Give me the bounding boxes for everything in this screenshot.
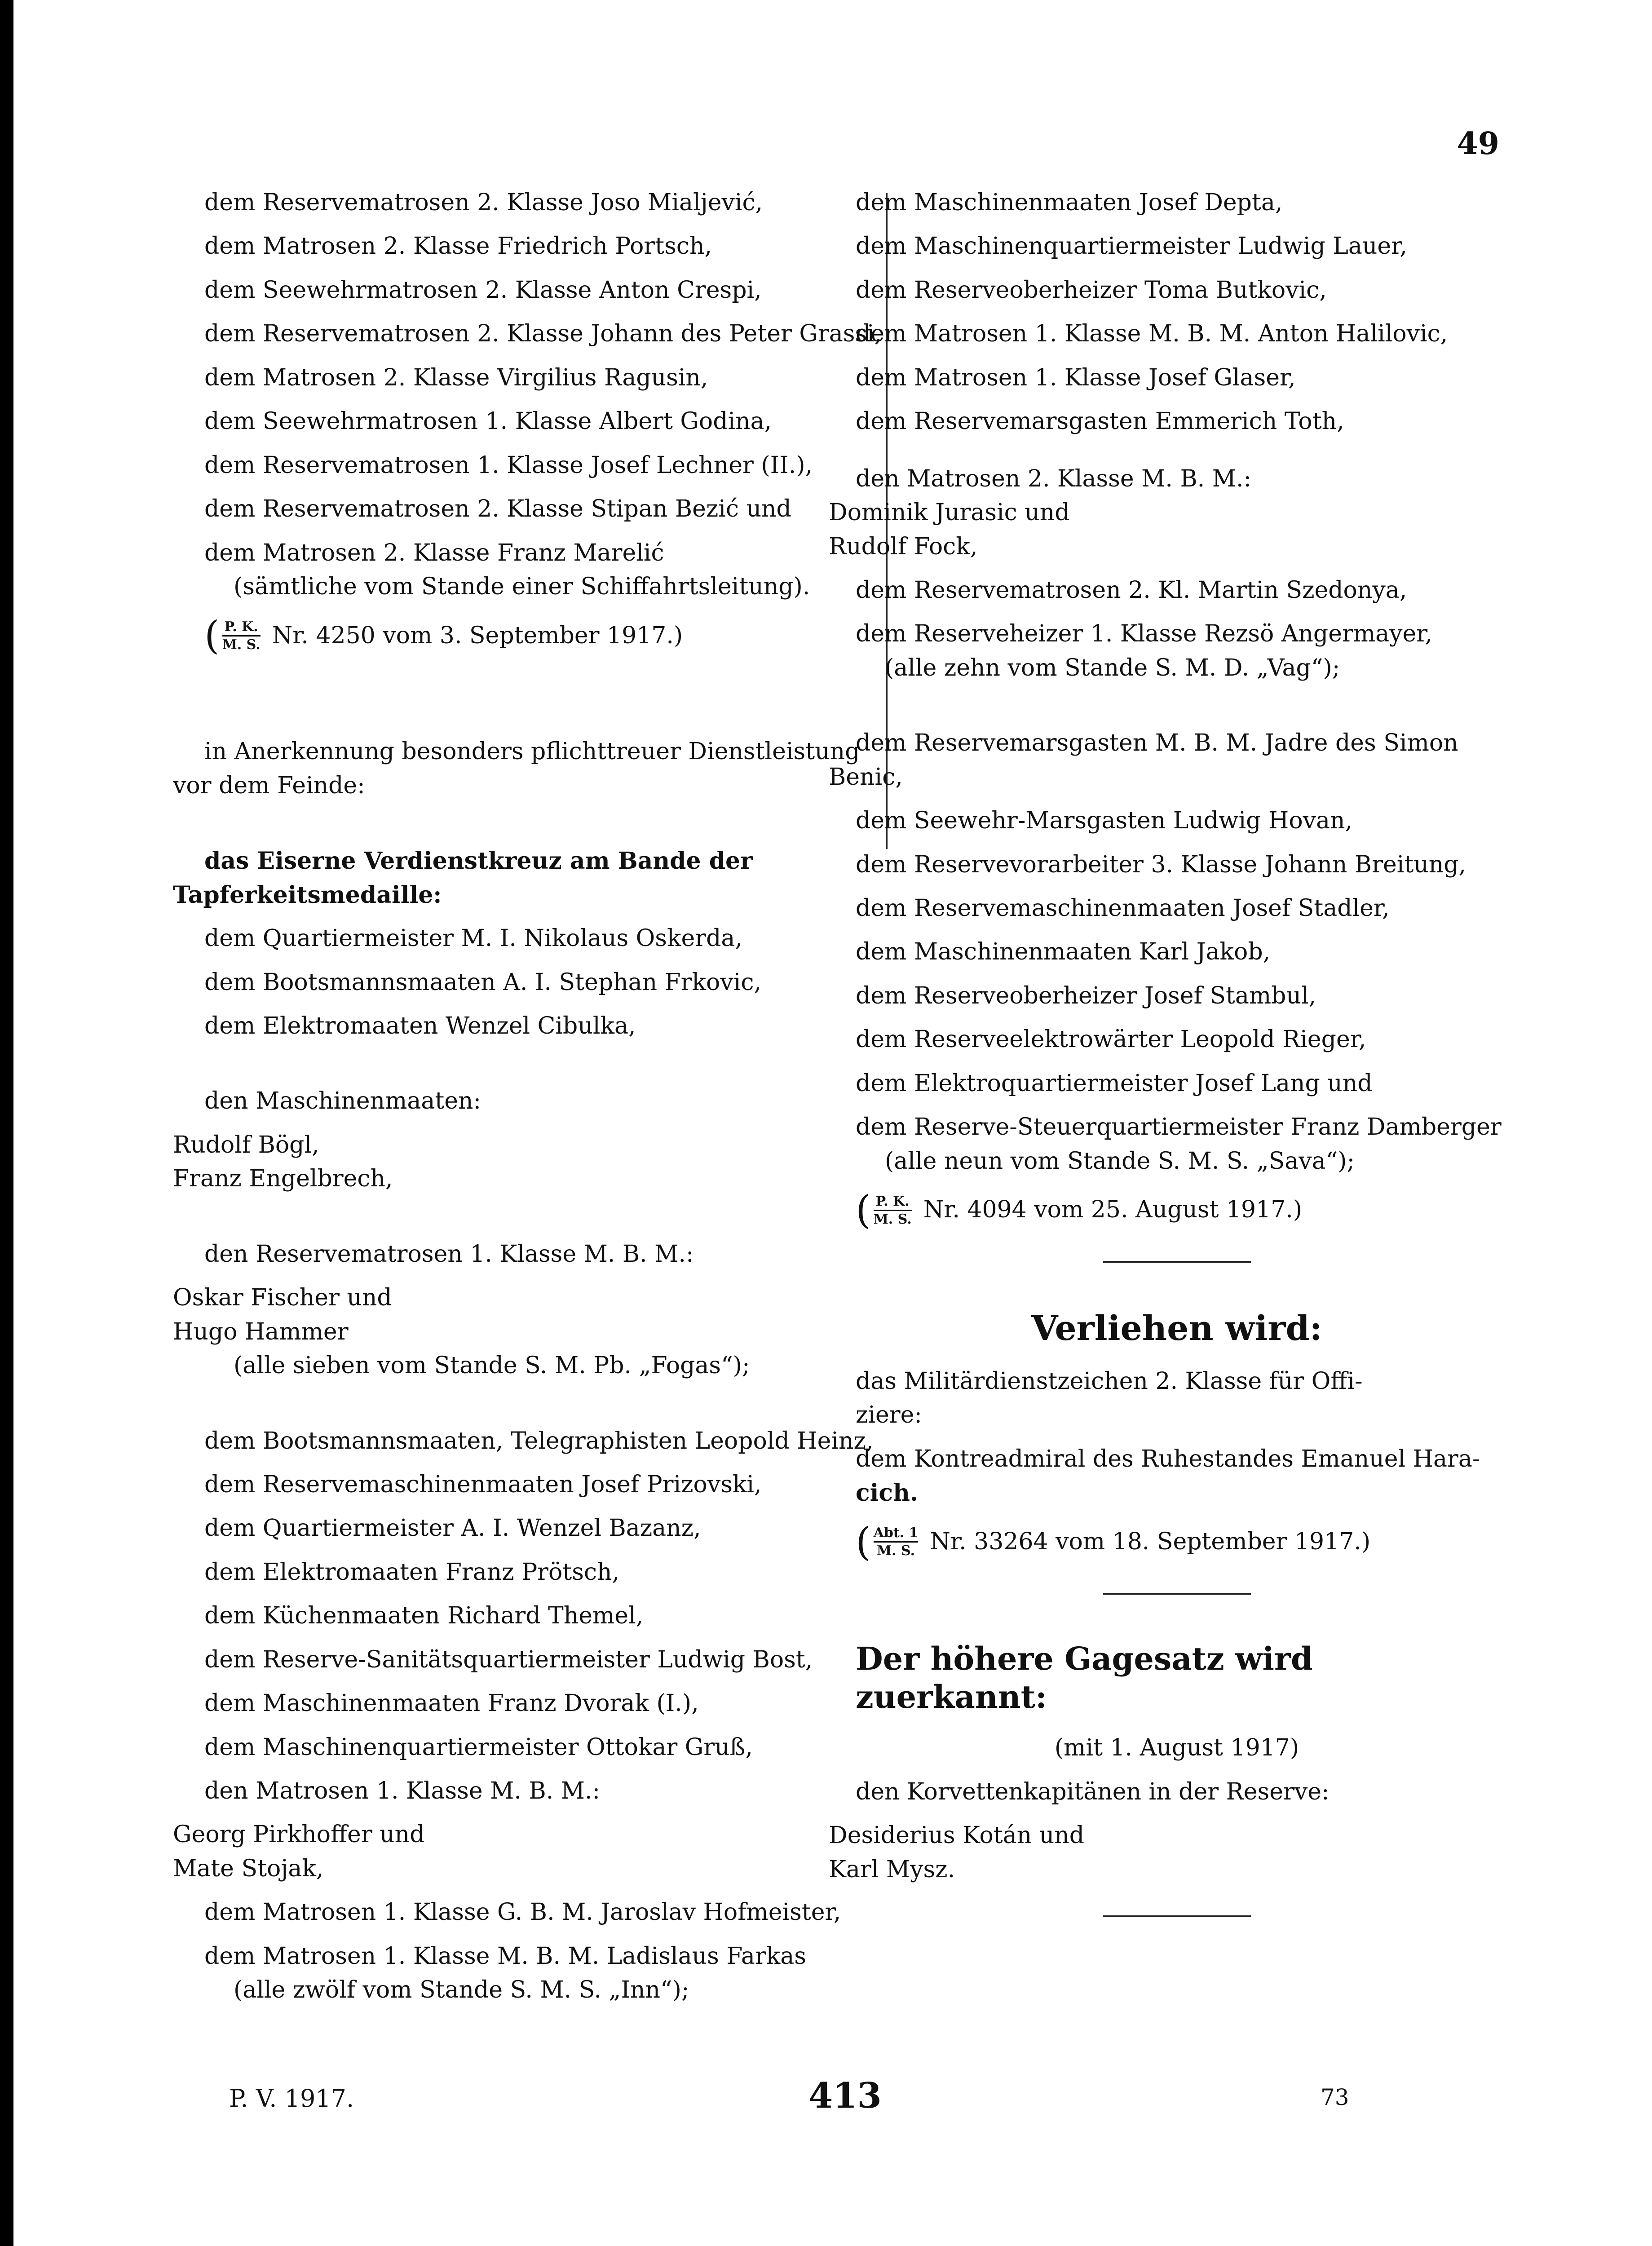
list-item: dem Reserveoberheizer Josef Stambul,	[856, 982, 1316, 1009]
name-item: Rudolf Bögl,	[173, 1131, 319, 1158]
list-item: dem Reservematrosen 2. Klasse Joso Mialjević,	[204, 189, 763, 216]
list-item: dem Matrosen 1. Klasse M. B. M. Anton Halilovic,	[856, 320, 1448, 348]
list-item: dem Reserveoberheizer Toma Butkovic,	[856, 276, 1327, 304]
list-item: dem Reservevorarbeiter 3. Klasse Johann Breitung,	[856, 851, 1466, 878]
list-item: dem Reservematrosen 2. Klasse Johann des Peter Grassi,	[204, 320, 882, 348]
section-heading: Der höhere Gagesatz wird zuerkannt:	[856, 1640, 1313, 1715]
group-intro: den Matrosen 1. Klasse M. B. M.:	[204, 1777, 601, 1804]
footer-left: P. V. 1917.	[229, 2084, 354, 2113]
list-item: dem Maschinenquartiermeister Ottokar Gruß,	[204, 1733, 753, 1761]
list-item: dem Matrosen 2. Klasse Virgilius Ragusin,	[204, 364, 708, 391]
list-item: dem Matrosen 1. Klasse Josef Glaser,	[856, 364, 1296, 391]
name-item: Oskar Fischer und	[173, 1284, 392, 1312]
footer-page-number: 413	[808, 2075, 882, 2116]
reference-note: ( $\frac{P. K.}{M. S.}$ Nr. 4250 vom 3. September 1917.)	[204, 613, 683, 659]
recognition-line: vor dem Feinde:	[173, 772, 365, 799]
page-edge	[0, 0, 13, 2246]
list-item: dem Reservematrosen 2. Klasse Stipan Bezić und	[204, 495, 791, 523]
group-note: (alle zehn vom Stande S. M. D. „Vag“);	[885, 654, 1340, 681]
name-item: Desiderius Kotán und	[829, 1822, 1084, 1849]
list-item: dem Reservematrosen 1. Klasse Josef Lechner (II.),	[204, 451, 813, 479]
name-item: Hugo Hammer	[173, 1318, 349, 1345]
reference-text: Nr. 33264 vom 18. September 1917.)	[930, 1528, 1371, 1555]
reference-note: ( $\frac{P. K.}{M. S.}$ Nr. 4094 vom 25. August 1917.)	[856, 1188, 1303, 1233]
list-item: dem Matrosen 1. Klasse M. B. M. Ladislaus Farkas	[204, 1942, 806, 1970]
list-item: dem Kontreadmiral des Ruhestandes Emanuel Hara-	[856, 1445, 1480, 1472]
list-item: dem Bootsmannsmaaten, Telegraphisten Leopold Heinz,	[204, 1427, 874, 1455]
list-item: dem Reservemaschinenmaaten Josef Prizovski,	[204, 1471, 762, 1498]
list-item: dem Quartiermeister M. I. Nikolaus Oskerda,	[204, 925, 742, 952]
group-intro: den Korvettenkapitänen in der Reserve:	[856, 1778, 1330, 1805]
name-item: Dominik Jurasic und	[829, 499, 1070, 526]
list-item: dem Seewehrmatrosen 1. Klasse Albert Godina,	[204, 408, 772, 435]
list-item: dem Reserve-Sanitätsquartiermeister Ludwig Bost,	[204, 1646, 813, 1673]
award-title: das Eiserne Verdienstkreuz am Bande der	[204, 847, 753, 875]
name-item: Rudolf Fock,	[829, 533, 978, 560]
list-item: dem Reservemarsgasten M. B. M. Jadre des Simon	[856, 730, 1458, 757]
list-item: dem Maschinenmaaten Karl Jakob,	[856, 938, 1271, 966]
section-divider	[1103, 1915, 1251, 1917]
award-title: Tapferkeitsmedaille:	[173, 881, 442, 909]
group-intro: den Reservematrosen 1. Klasse M. B. M.:	[204, 1240, 694, 1268]
recognition-line: in Anerkennung besonders pflichttreuer Dienstleistung	[204, 738, 860, 765]
list-item: dem Quartiermeister A. I. Wenzel Bazanz,	[204, 1515, 701, 1542]
list-item: dem Küchenmaaten Richard Themel,	[204, 1602, 644, 1630]
reference-text: Nr. 4250 vom 3. September 1917.)	[272, 622, 683, 649]
name-item: Georg Pirkhoffer und	[173, 1821, 425, 1848]
list-item: dem Matrosen 2. Klasse Franz Marelić	[204, 539, 664, 566]
date-note: (mit 1. August 1917)	[1054, 1734, 1299, 1762]
list-item: dem Maschinenmaaten Franz Dvorak (I.),	[204, 1690, 699, 1717]
list-item: dem Elektromaaten Franz Prötsch,	[204, 1558, 620, 1586]
list-item: dem Reserve-Steuerquartiermeister Franz Damberger	[856, 1114, 1502, 1141]
list-item: cich.	[856, 1479, 918, 1507]
page-number: 49	[1457, 126, 1499, 162]
list-item: dem Maschinenmaaten Josef Depta,	[856, 189, 1283, 216]
list-item: dem Reserveelektrowärter Leopold Rieger,	[856, 1026, 1366, 1053]
list-item: dem Bootsmannsmaaten A. I. Stephan Frkovic,	[204, 968, 762, 996]
list-item: dem Reserveheizer 1. Klasse Rezsö Angermayer,	[856, 620, 1432, 648]
award-title: das Militärdienstzeichen 2. Klasse für Offi-	[856, 1367, 1363, 1395]
reference-note: ( $\frac{\text{Abt. 1}}{M. S.}$ Nr. 33264 vom 18. September 1917.)	[856, 1519, 1371, 1565]
reference-fraction: $\frac{P. K.}{M. S.}$	[873, 1193, 912, 1227]
list-item: dem Reservemaschinenmaaten Josef Stadler,	[856, 895, 1390, 922]
reference-fraction: $\frac{\text{Abt. 1}}{M. S.}$	[873, 1525, 919, 1559]
list-item: dem Seewehrmatrosen 2. Klasse Anton Crespi,	[204, 276, 762, 304]
list-item: dem Reservemarsgasten Emmerich Toth,	[856, 408, 1344, 435]
group-intro: den Matrosen 2. Klasse M. B. M.:	[856, 465, 1252, 492]
section-divider	[1103, 1593, 1251, 1595]
group-note: (alle neun vom Stande S. M. S. „Sava“);	[885, 1147, 1355, 1175]
group-note: (sämtliche vom Stande einer Schiffahrtsleitung).	[234, 573, 810, 600]
group-note: (alle sieben vom Stande S. M. Pb. „Fogas“);	[234, 1352, 750, 1379]
section-heading: Verliehen wird:	[1031, 1308, 1322, 1348]
list-item: Benic,	[829, 763, 903, 791]
list-item: dem Matrosen 2. Klasse Friedrich Portsch,	[204, 233, 712, 260]
reference-text: Nr. 4094 vom 25. August 1917.)	[923, 1196, 1303, 1224]
name-item: Franz Engelbrech,	[173, 1165, 393, 1193]
list-item: dem Reservematrosen 2. Kl. Martin Szedonya,	[856, 576, 1407, 604]
footer-right: 73	[1321, 2084, 1349, 2110]
group-intro: den Maschinenmaaten:	[204, 1088, 481, 1115]
name-item: Mate Stojak,	[173, 1855, 324, 1882]
section-divider	[1103, 1261, 1251, 1263]
right-column	[829, 189, 1502, 1962]
reference-fraction: $\frac{P. K.}{M. S.}$	[222, 619, 261, 653]
list-item: dem Matrosen 1. Klasse G. B. M. Jaroslav Hofmeister,	[204, 1899, 841, 1926]
list-item: dem Maschinenquartiermeister Ludwig Lauer,	[856, 233, 1407, 260]
award-title: ziere:	[856, 1402, 922, 1429]
name-item: Karl Mysz.	[829, 1856, 955, 1883]
list-item: dem Seewehr-Marsgasten Ludwig Hovan,	[856, 807, 1353, 835]
list-item: dem Elektroquartiermeister Josef Lang und	[856, 1070, 1373, 1097]
list-item: dem Elektromaaten Wenzel Cibulka,	[204, 1012, 636, 1039]
group-note: (alle zwölf vom Stande S. M. S. „Inn“);	[234, 1976, 689, 2004]
